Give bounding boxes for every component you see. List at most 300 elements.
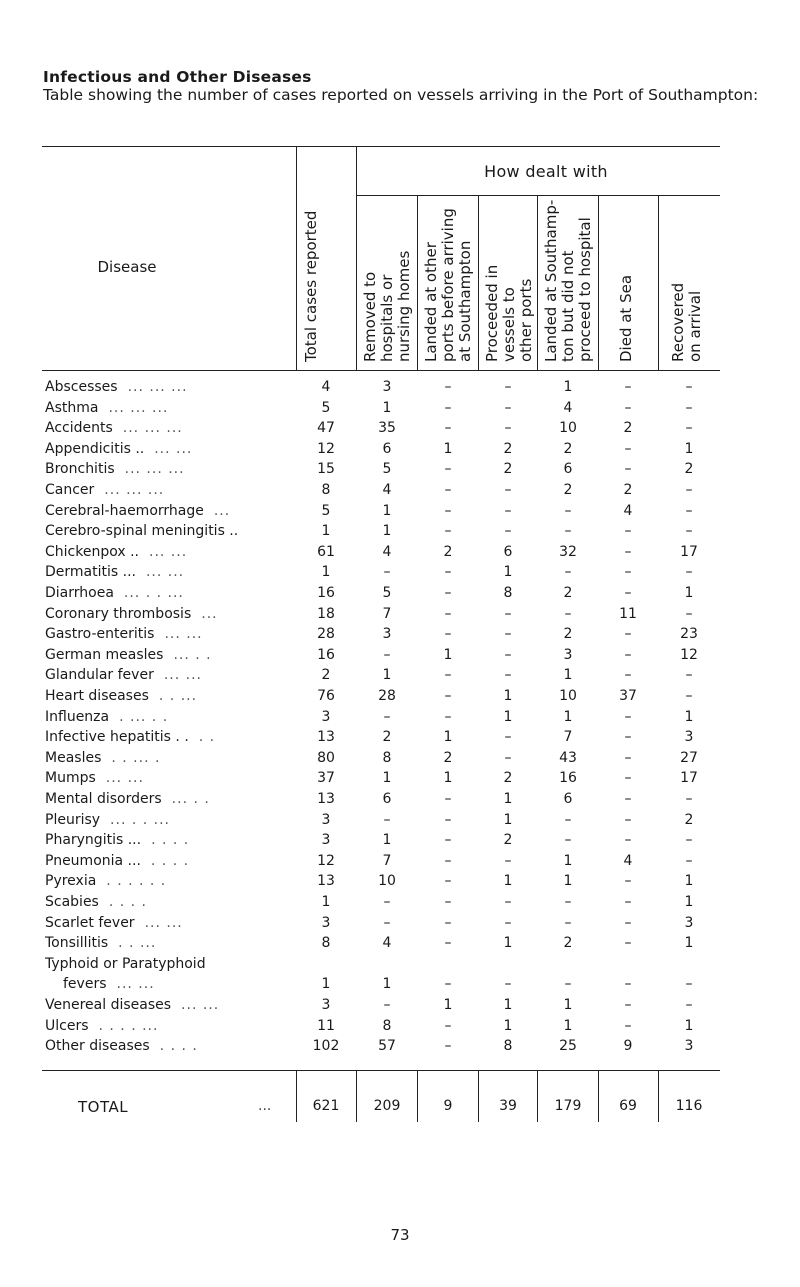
total-col-rule-6 — [598, 1070, 599, 1122]
disease-name — [45, 750, 295, 766]
table-cell: – — [444, 461, 452, 478]
table-row — [0, 441, 800, 459]
table-cell: 11 — [317, 1017, 335, 1034]
disease-label: Pharyngitis ... — [45, 832, 142, 849]
table-row — [0, 853, 800, 871]
leader-dots: . . ... — [158, 688, 198, 704]
table-cell: – — [444, 894, 452, 910]
disease-label: Pyrexia — [45, 873, 97, 890]
table-row — [0, 729, 800, 747]
table-cell: 37 — [619, 688, 637, 704]
table-cell: – — [504, 976, 512, 993]
table-row — [0, 564, 800, 582]
table-cell: – — [624, 914, 632, 931]
leader-dots: ... ... — [145, 564, 185, 581]
table-cell: – — [685, 502, 693, 519]
leader-dots: ... ... — [154, 440, 193, 457]
col-rule-3 — [417, 195, 418, 370]
table-cell: – — [685, 852, 693, 869]
table-cell: – — [444, 399, 452, 416]
removed-header: Removed to hospitals or nursing homes — [361, 250, 413, 362]
leader-dots: ... . . ... — [110, 811, 170, 828]
disease-name — [45, 1038, 295, 1054]
table-cell: 7 — [563, 729, 573, 746]
table-cell: 2 — [623, 482, 633, 498]
table-cell: 13 — [317, 729, 335, 746]
table-cell: – — [564, 976, 572, 993]
table-cell: 16 — [317, 646, 335, 663]
table-cell: – — [444, 420, 452, 437]
table-cell: 1 — [503, 873, 513, 890]
table-cell: – — [624, 667, 632, 684]
table-cell: 1 — [443, 997, 453, 1013]
table-cell: 2 — [443, 543, 453, 560]
table-cell: – — [504, 399, 512, 416]
table-cell: 12 — [680, 646, 698, 663]
table-cell: 2 — [563, 482, 573, 498]
table-row — [0, 688, 800, 706]
disease-label: Chickenpox .. — [45, 543, 139, 560]
table-cell: 2 — [503, 440, 513, 457]
table-cell: – — [504, 749, 512, 766]
total-dots: ... — [258, 1098, 272, 1114]
body-bottom-rule — [42, 1070, 720, 1071]
total-label: TOTAL — [78, 1098, 129, 1116]
table-cell: 1 — [563, 852, 573, 869]
table-cell: 4 — [382, 935, 392, 952]
table-cell: 8 — [321, 482, 331, 498]
table-cell: – — [564, 523, 572, 540]
table-cell: – — [383, 914, 391, 931]
disease-label: Venereal diseases — [45, 997, 172, 1013]
table-cell: – — [444, 626, 452, 643]
table-cell: – — [444, 1038, 452, 1055]
table-cell: – — [444, 667, 452, 684]
disease-name — [45, 688, 295, 704]
table-cell: – — [624, 873, 632, 890]
leader-dots: ... ... ... — [127, 379, 188, 395]
disease-name — [45, 482, 295, 498]
table-cell: 1 — [321, 976, 331, 993]
disease-name — [45, 956, 295, 972]
table-cell: 1 — [503, 1017, 513, 1034]
table-cell: 17 — [680, 770, 698, 787]
table-cell: 1 — [382, 502, 392, 519]
table-cell: 80 — [317, 749, 335, 766]
table-cell: – — [564, 832, 572, 849]
table-cell: 1 — [563, 1017, 573, 1034]
table-cell: 1 — [382, 399, 392, 416]
table-cell: – — [383, 564, 391, 581]
table-cell: – — [624, 399, 632, 416]
table-cell: 8 — [382, 749, 392, 766]
table-cell: – — [685, 832, 693, 849]
leader-dots: ... ... ... — [124, 461, 185, 478]
table-cell: 17 — [680, 543, 698, 560]
table-cell: 25 — [559, 1038, 577, 1055]
table-cell: 32 — [559, 543, 577, 560]
disease-name — [45, 791, 295, 807]
table-cell: 8 — [503, 1038, 513, 1055]
disease-name — [45, 729, 295, 745]
how-dealt-with-header: How dealt with — [484, 162, 608, 181]
table-cell: – — [444, 502, 452, 519]
disease-name — [45, 400, 295, 416]
total-value: 39 — [499, 1098, 517, 1114]
table-cell: 61 — [317, 543, 335, 560]
table-cell: – — [383, 997, 391, 1013]
table-cell: – — [504, 626, 512, 643]
leader-dots: ... ... ... — [108, 399, 169, 416]
table-cell: 1 — [684, 873, 694, 890]
table-cell: – — [624, 997, 632, 1013]
table-cell: 1 — [443, 729, 453, 746]
leader-dots: ... ... — [144, 914, 183, 931]
table-cell: 3 — [321, 914, 331, 931]
disease-name — [45, 441, 295, 457]
table-cell: – — [564, 605, 572, 622]
table-cell: – — [444, 708, 452, 725]
table-cell: – — [564, 894, 572, 910]
table-cell: – — [504, 852, 512, 869]
table-row — [0, 482, 800, 500]
table-row — [0, 997, 800, 1015]
table-cell: – — [444, 852, 452, 869]
disease-label: Glandular fever — [45, 667, 154, 684]
table-cell: – — [624, 894, 632, 910]
table-cell: – — [564, 564, 572, 581]
table-cell: 3 — [563, 646, 573, 663]
disease-label: Mental disorders — [45, 791, 162, 807]
disease-label: Cerebro-spinal meningitis .. — [45, 523, 239, 540]
disease-label: Typhoid or Paratyphoid — [45, 955, 206, 972]
total-value: 9 — [443, 1098, 453, 1114]
leader-dots: ... ... — [105, 770, 144, 787]
leader-dots: ... — [213, 502, 231, 519]
table-cell: 8 — [321, 935, 331, 952]
disease-name — [45, 585, 295, 601]
table-cell: 1 — [443, 440, 453, 457]
table-row — [0, 626, 800, 644]
table-cell: 37 — [317, 770, 335, 787]
table-cell: 27 — [680, 749, 698, 766]
table-cell: 9 — [623, 1038, 633, 1055]
table-cell: – — [624, 791, 632, 807]
table-cell: 2 — [563, 440, 573, 457]
table-cell: 102 — [312, 1038, 340, 1055]
disease-name — [45, 647, 295, 663]
leader-dots: ... . . — [171, 791, 210, 807]
table-cell: 1 — [382, 523, 392, 540]
disease-label: German measles — [45, 646, 164, 663]
table-cell: 28 — [317, 626, 335, 643]
table-row — [0, 606, 800, 624]
table-cell: – — [685, 997, 693, 1013]
table-cell: 2 — [623, 420, 633, 437]
total-value: 116 — [675, 1098, 703, 1114]
total-value: 621 — [312, 1098, 340, 1114]
table-cell: 4 — [623, 502, 633, 519]
table-cell: 10 — [378, 873, 396, 890]
disease-name — [45, 935, 295, 951]
total-col-rule-7 — [658, 1070, 659, 1122]
table-cell: – — [624, 379, 632, 395]
table-cell: 2 — [563, 935, 573, 952]
table-row — [0, 420, 800, 438]
table-cell: 15 — [317, 461, 335, 478]
table-cell: 47 — [317, 420, 335, 437]
table-cell: 6 — [563, 791, 573, 807]
table-row — [0, 667, 800, 685]
table-row — [0, 647, 800, 665]
proceeded-header: Proceeded in vessels to other ports — [483, 264, 535, 362]
table-cell: 2 — [684, 461, 694, 478]
table-cell: 2 — [382, 729, 392, 746]
table-cell: – — [624, 585, 632, 601]
table-cell: 4 — [563, 399, 573, 416]
table-cell: 5 — [382, 585, 392, 601]
leader-dots: . . ... — [118, 935, 157, 952]
disease-label: Measles — [45, 749, 102, 766]
table-cell: – — [624, 729, 632, 746]
disease-name — [63, 976, 313, 992]
table-cell: 1 — [503, 811, 513, 828]
table-cell: 3 — [684, 914, 694, 931]
table-cell: 1 — [503, 997, 513, 1013]
table-cell: 5 — [321, 399, 331, 416]
disease-label: Ulcers — [45, 1017, 89, 1034]
table-row — [0, 873, 800, 891]
table-cell: 5 — [321, 502, 331, 519]
disease-name — [45, 770, 295, 786]
table-cell: 1 — [563, 379, 573, 395]
table-cell: – — [624, 708, 632, 725]
table-cell: 1 — [684, 440, 694, 457]
table-cell: – — [444, 688, 452, 704]
page-number: 73 — [390, 1226, 410, 1244]
table-cell: – — [624, 770, 632, 787]
landed-other-ports-header: Landed at other ports before arriving at Southampton — [422, 208, 474, 362]
disease-label: Pneumonia ... — [45, 852, 141, 869]
table-cell: 43 — [559, 749, 577, 766]
total-value: 69 — [619, 1098, 637, 1114]
table-row — [0, 709, 800, 727]
disease-header: Disease — [97, 258, 157, 276]
table-row — [0, 956, 800, 974]
table-cell: 1 — [382, 770, 392, 787]
leader-dots: ... ... ... — [122, 420, 183, 437]
table-cell: – — [624, 935, 632, 952]
disease-name — [45, 709, 295, 725]
table-row — [0, 1038, 800, 1056]
table-cell: – — [504, 605, 512, 622]
disease-label: Pleurisy — [45, 811, 101, 828]
disease-label: Tonsillitis — [45, 935, 109, 952]
table-row — [0, 1018, 800, 1036]
table-cell: 1 — [563, 667, 573, 684]
table-cell: 2 — [503, 832, 513, 849]
leader-dots: ... . . ... — [123, 585, 184, 601]
table-cell: – — [624, 832, 632, 849]
table-cell: – — [624, 976, 632, 993]
table-cell: – — [564, 502, 572, 519]
disease-name — [45, 997, 295, 1013]
table-cell: – — [685, 379, 693, 395]
table-cell: – — [624, 564, 632, 581]
table-cell: – — [444, 564, 452, 581]
table-cell: – — [504, 523, 512, 540]
leader-dots: . . . . . . — [106, 873, 167, 890]
table-cell: – — [504, 482, 512, 498]
table-cell: 1 — [503, 564, 513, 581]
table-cell: – — [444, 523, 452, 540]
leader-dots: ... ... — [163, 667, 202, 684]
table-cell: 2 — [321, 667, 331, 684]
table-row — [0, 544, 800, 562]
table-cell: 1 — [503, 708, 513, 725]
landed-southampton-header: Landed at Southamp- ton but did not proceed to hospital — [542, 199, 594, 362]
table-cell: – — [685, 688, 693, 704]
table-cell: – — [444, 791, 452, 807]
table-cell: 2 — [443, 749, 453, 766]
table-cell: 1 — [443, 646, 453, 663]
table-cell: 1 — [563, 708, 573, 725]
table-cell: – — [624, 1017, 632, 1034]
table-cell: – — [444, 976, 452, 993]
disease-name — [45, 667, 295, 683]
table-row — [0, 812, 800, 830]
leader-dots: ... ... ... — [104, 482, 165, 498]
table-cell: 1 — [503, 791, 513, 807]
leader-dots: . . . . ... — [98, 1017, 159, 1034]
recovered-header: Recovered on arrival — [669, 282, 704, 362]
leader-dots: ... ... — [181, 997, 220, 1013]
table-cell: 2 — [503, 770, 513, 787]
disease-label: Asthma — [45, 399, 99, 416]
table-cell: – — [444, 811, 452, 828]
table-cell: – — [624, 543, 632, 560]
table-cell: – — [504, 646, 512, 663]
disease-name — [45, 379, 295, 395]
table-row — [0, 461, 800, 479]
table-cell: 35 — [378, 420, 396, 437]
table-cell: – — [685, 605, 693, 622]
disease-name — [45, 606, 295, 622]
table-cell: 13 — [317, 873, 335, 890]
header-bottom-rule — [42, 370, 720, 371]
table-cell: 3 — [321, 811, 331, 828]
table-cell: 12 — [317, 440, 335, 457]
table-cell: 23 — [680, 626, 698, 643]
table-cell: 3 — [321, 997, 331, 1013]
table-cell: 1 — [563, 997, 573, 1013]
table-cell: 1 — [382, 832, 392, 849]
total-col-rule-5 — [537, 1070, 538, 1122]
table-cell: 2 — [503, 461, 513, 478]
table-cell: 3 — [684, 1038, 694, 1055]
col-rule-1 — [296, 146, 297, 370]
table-cell: 16 — [317, 585, 335, 601]
disease-name — [45, 1018, 295, 1034]
table-cell: 4 — [382, 482, 392, 498]
table-cell: – — [383, 646, 391, 663]
table-cell: 1 — [684, 585, 694, 601]
table-row — [0, 915, 800, 933]
table-cell: 76 — [317, 688, 335, 704]
table-cell: 2 — [563, 626, 573, 643]
table-cell: 10 — [559, 420, 577, 437]
table-cell: 16 — [559, 770, 577, 787]
table-cell: – — [624, 461, 632, 478]
table-cell: – — [564, 811, 572, 828]
table-row — [0, 585, 800, 603]
disease-label: Other diseases — [45, 1038, 150, 1055]
leader-dots: . . ... . — [111, 749, 161, 766]
table-cell: 2 — [684, 811, 694, 828]
disease-label: Diarrhoea — [45, 585, 114, 601]
disease-name — [45, 873, 295, 889]
table-row — [0, 791, 800, 809]
leader-dots: ... ... — [164, 626, 203, 643]
table-row — [0, 503, 800, 521]
table-cell: – — [624, 523, 632, 540]
table-cell: – — [624, 749, 632, 766]
table-cell: – — [444, 379, 452, 395]
table-cell: – — [383, 894, 391, 910]
table-row — [0, 935, 800, 953]
total-col-rule-2 — [356, 1070, 357, 1122]
disease-name — [45, 523, 295, 539]
table-cell: 1 — [503, 688, 513, 704]
table-cell: – — [444, 873, 452, 890]
table-cell: 1 — [321, 523, 331, 540]
table-cell: 28 — [378, 688, 396, 704]
disease-name — [45, 626, 295, 642]
table-row — [0, 379, 800, 397]
table-cell: 1 — [321, 564, 331, 581]
disease-label: Appendicitis .. — [45, 440, 145, 457]
table-cell: 3 — [382, 379, 392, 395]
table-row — [0, 750, 800, 768]
table-cell: 13 — [317, 791, 335, 807]
disease-label: Bronchitis — [45, 461, 115, 478]
table-cell: 4 — [382, 543, 392, 560]
table-cell: 11 — [619, 605, 637, 622]
disease-label: Scarlet fever — [45, 914, 135, 931]
table-cell: – — [504, 420, 512, 437]
table-row — [0, 523, 800, 541]
disease-name — [45, 461, 295, 477]
table-row — [0, 894, 800, 912]
table-cell: – — [504, 894, 512, 910]
table-cell: 8 — [503, 585, 513, 601]
table-cell: 1 — [684, 1017, 694, 1034]
table-cell: – — [624, 626, 632, 643]
table-cell: 1 — [684, 894, 694, 910]
leader-dots: . ... . . — [119, 708, 169, 725]
col-rule-6 — [598, 195, 599, 370]
table-cell: – — [504, 914, 512, 931]
died-at-sea-header: Died at Sea — [617, 274, 635, 362]
disease-name — [45, 894, 295, 910]
disease-label: Accidents — [45, 420, 113, 437]
table-cell: – — [504, 502, 512, 519]
table-cell: – — [685, 791, 693, 807]
total-col-rule-1 — [296, 1070, 297, 1122]
table-cell: – — [444, 1017, 452, 1034]
col-rule-7 — [658, 195, 659, 370]
table-row — [0, 976, 800, 994]
